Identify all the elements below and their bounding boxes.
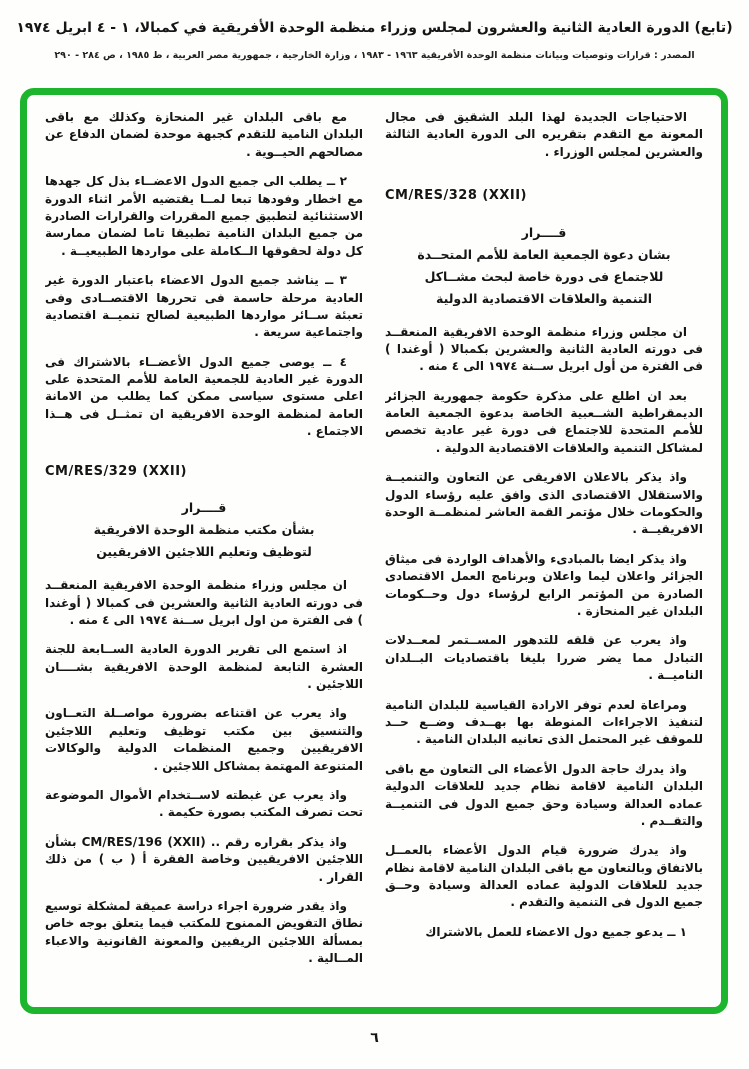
- column-right: [385, 109, 703, 1001]
- resolution-numbered-item: ٤ ــ يوصى جميع الدول الأعضــاء بالاشتراك فى الدورة غير العادية للجمعية العامة للأمم المتحدة على اعلى مستوى سياسى ممكن كما يطلب من الامانة العامة لمنظمة الوحدة الافريقية ان تمثــل فى هــذا الاجتماع .: [45, 354, 363, 439]
- resolution-paragraph: واذ يذكر بالاعلان الافريقى عن التعاون والتنميــة والاستقلال الاقتصادى الذى وافق عليه رؤساء الدول والحكومات خلال مؤتمر القمة العاشر لمنظمــة الوحدة الافريقيــة .: [385, 470, 703, 537]
- resolution-paragraph: واذ يقدر ضرورة اجراء دراسة عميقة لمشكلة توسيع نطاق التفويض الممنوح للمكتب فيما يتعلق بوجه خاص بمسألة اللاجئين الريفيين والمعونة القانونية والاعباء المــالية .: [45, 898, 363, 966]
- resolution-paragraph: واذ يعرب عن قلقه للتدهور المســتمر لمعــدلات التبادل مما يضر ضررا بليغا باقتصاديات البــلدان الناميــة .: [385, 633, 703, 683]
- resolution-title-line: بشان دعوة الجمعية العامة للأمم المتحــدة: [417, 246, 671, 262]
- resolution-paragraph: واذ يدرك ضرورة قيام الدول الأعضاء بالعمــل بالاتفاق وبالتعاون مع باقى البلدان النامية لاقامة نظام جديد للعلاقات الدولية عماده العدالة وسيادة وحــق جميع الدول فى التنمية والتقدم .: [385, 843, 703, 910]
- column-left: [45, 109, 363, 1001]
- resolution-number-label: CM/RES/328 (XXII): [385, 188, 527, 204]
- resolution-number-label: CM/RES/329 (XXII): [45, 463, 187, 479]
- resolution-paragraph: واذ يذكر بقراره رقم .. CM/RES/196 (XXII) بشأن اللاجئين الافريقيين وخاصة الفقرة أ ( ب ) من ذلك القرار .: [45, 834, 363, 884]
- resolution-paragraph: بعد ان اطلع على مذكرة حكومة جمهورية الجزائر الديمقراطية الشــعبية الخاصة بدعوة الجمعية العامة للأمم المتحدة للاجتماع فى دورة غير عادية تخصص لمشاكل التنمية والعلاقات الاقتصادية الدولية .: [385, 388, 703, 455]
- resolution-paragraph: ان مجلس وزراء منظمة الوحدة الافريقية المنعقــد فى دورته العادية الثانية والعشرين فى كمبالا ( أوغندا ) فى الفترة من اول ابريل ســنة ١٩٧٤ الى ٤ منه .: [45, 578, 363, 627]
- two-column-text-area: [45, 109, 703, 1001]
- resolution-paragraph: اذ استمع الى تقرير الدورة العادية الســابعة للجنة العشرة التابعة لمنظمة الوحدة الافريقية بشــــان اللاجئين .: [45, 642, 363, 692]
- resolution-paragraph: ومراعاة لعدم توفر الارادة القياسية للبلدان النامية لتنفيذ الاجراءات المنوطة بها بهــدف وضــع حــد للموقف غير المحتمل الذى تعانيه البلدان النامية .: [385, 697, 703, 747]
- resolution-paragraph: واذ يعرب عن غبطته لاســتخدام الأموال الموضوعة تحت تصرف المكتب بصورة حكيمة .: [45, 788, 363, 820]
- page-number: ٦: [370, 1030, 379, 1046]
- resolution-paragraph: واذ يذكر ايضا بالمبادىء والأهداف الواردة فى ميثاق الجزائر واعلان ليما واعلان وبرنامج العمل الاقتصادى الصادرة من المؤتمر الرابع لرؤساء دول وحــكومات البلدان غير المنحازة .: [385, 551, 703, 618]
- resolution-title-word: قــــرار: [521, 225, 567, 241]
- resolution-title-line: التنمية والعلاقات الاقتصادية الدولية: [436, 290, 652, 306]
- resolution-numbered-item: ١ ــ يدعو جميع دول الاعضاء للعمل بالاشتراك: [425, 924, 687, 939]
- resolution-title: [45, 497, 363, 563]
- resolution-title-line: بشأن مكتب منظمة الوحدة الافريقية: [93, 522, 315, 538]
- resolution-title-line: للاجتماع فى دورة خاصة لبحث مشــاكل: [424, 268, 664, 284]
- green-border-frame: [20, 88, 728, 1014]
- document-header-title: (تابع) الدورة العادية الثانية والعشرون لمجلس وزراء منظمة الوحدة الأفريقية في كمبالا، ١ - ٤ ابريل ١٩٧٤: [16, 20, 733, 36]
- resolution-paragraph: واذ يعرب عن اقتناعه بضرورة مواصــلة التعــاون والتنسيق بين مكتب توظيف وتعليم اللاجئين الافريقيين وجميع المنظمات الدولية والوكالات المتنوعة المهتمة بمشاكل اللاجئين .: [45, 706, 363, 773]
- resolution-paragraph: مع باقى البلدان غير المنحازة وكذلك مع باقى البلدان النامية للتقدم كجبهة موحدة لضمان الدفاع عن مصالحهم الحيــوية .: [45, 110, 363, 159]
- resolution-paragraph: واذ يدرك حاجة الدول الأعضاء الى التعاون مع باقى البلدان النامية لاقامة نظام جديد للعلاقات الدولية عماده العدالة وسيادة وحق جميع الدول فى التنميــة والتقــدم .: [385, 761, 703, 828]
- resolution-title-word: قــــرار: [181, 500, 227, 516]
- resolution-title: [385, 222, 703, 310]
- resolution-paragraph: الاحتياجات الجديدة لهذا البلد الشقيق فى مجال المعونة مع التقدم بتقريره الى الدورة العادية الثالثة والعشرين لمجلس الوزراء .: [385, 110, 703, 159]
- document-source-line: المصدر : قرارات وتوصيات وبيانات منظمة الوحدة الأفريقية ١٩٦٣ - ١٩٨٣ ، وزارة الخارجية ، جمهورية مصر العربية ، ط ١٩٨٥ ، ص ٢٨٤ - ٢٩٠: [54, 50, 695, 61]
- resolution-numbered-item: ٢ ــ يطلب الى جميع الدول الاعضــاء بذل كل جهدها مع اخطار وفودها تبعا لمــا يقتضيه الأمر اثناء الدورة الاستثنائية لتطبيق جميع المقررات والقرارات الصادرة من جميع البلدان النامية تطبيقا تاما لضمان ممارسة كل دولة لحقوقها الــكاملة على مواردها الطبيعيــة .: [45, 174, 363, 258]
- resolution-title-line: لتوظيف وتعليم اللاجئين الافريقيين: [96, 544, 312, 560]
- resolution-numbered-item: ٣ ــ يناشد جميع الدول الاعضاء باعتبار الدورة غير العادية مرحلة حاسمة فى تحررها الاقتصــادى وفى تعبئة ســائر مواردها الطبيعية لصالح تنميــة اقتصادية واجتماعية سريعة .: [45, 273, 363, 340]
- resolution-paragraph: ان مجلس وزراء منظمة الوحدة الافريقية المنعقــد فى دورته العادية الثانية والعشرين بكمبالا ( أوغندا ) فى الفترة من أول ابريل ســنة ١٩٧٤ الى ٤ منه .: [385, 324, 703, 374]
